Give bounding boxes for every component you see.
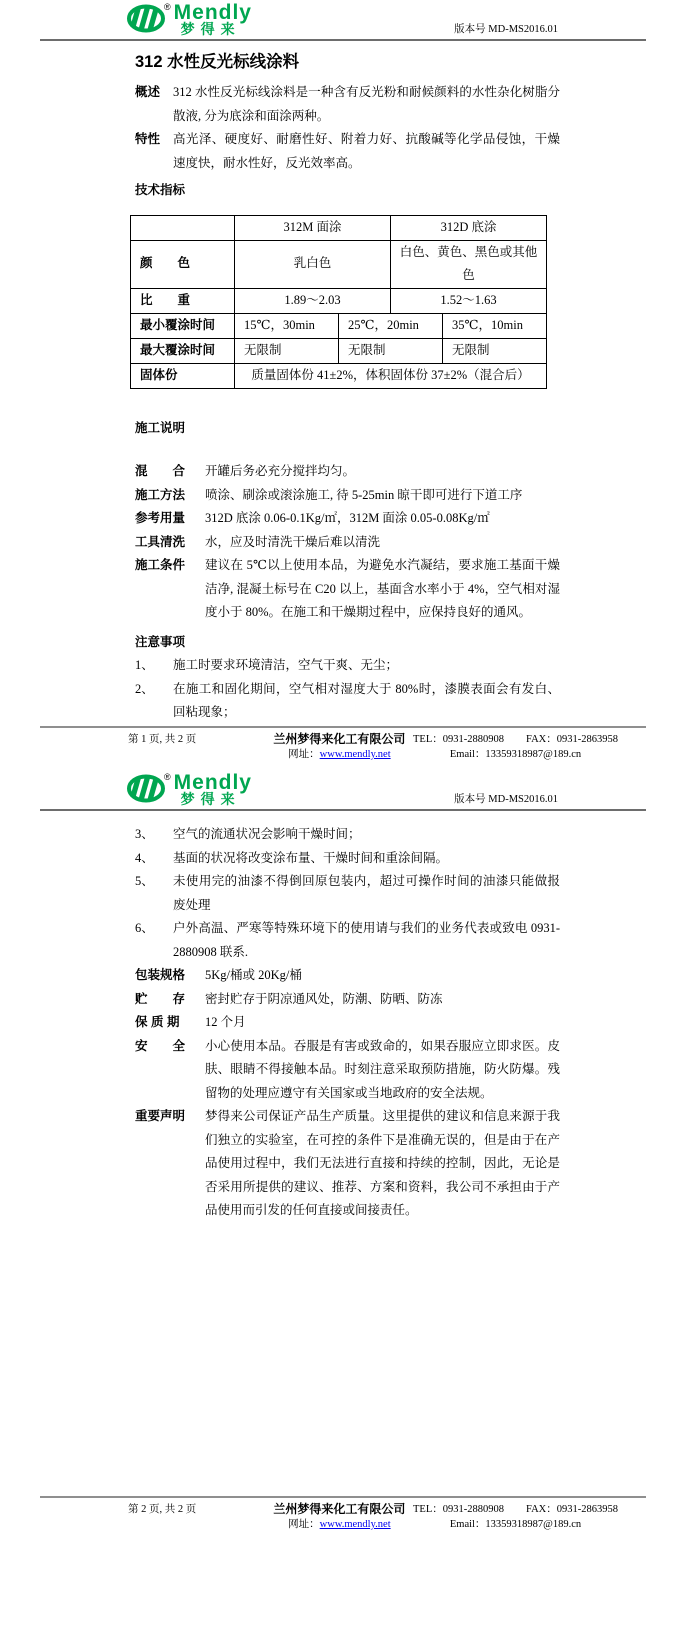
- website-label: 网址：: [288, 749, 320, 760]
- brand-name: Mendly: [173, 771, 252, 794]
- labeled-row: [135, 460, 560, 484]
- notes-list-page2: [135, 823, 560, 964]
- labeled-row: [135, 1105, 560, 1223]
- website-link[interactable]: www.mendly.net: [319, 1519, 391, 1530]
- page-number-label: 第 2 页, 共 2 页: [128, 1504, 197, 1515]
- row-label: 贮 存: [135, 991, 186, 1006]
- page-2-footer: [40, 1496, 646, 1532]
- row-label: 重要声明: [135, 1109, 186, 1123]
- note-item: [135, 847, 560, 871]
- row-text: 建议在 5℃以上使用本品，为避免水汽凝结，要求施工基面干燥洁净, 混凝土标号在 C20 以上，基面含水率小于 4%，空气相对湿度小于 80%。在施工和干燥期过程中，应保持良好的通风。: [205, 558, 560, 619]
- brand-name: Mendly: [173, 1, 252, 24]
- note-number: 3、: [135, 827, 154, 841]
- logo-globe-icon: [125, 3, 169, 34]
- row-text: 高光泽、硬度好、耐磨性好、附着力好、抗酸碱等化学品侵蚀，干燥速度快，耐水性好，反光效率高。: [173, 132, 560, 170]
- version-label: 版本号 MD-MS2016.01: [454, 794, 558, 805]
- fax-label: FAX：0931-2863958: [526, 1504, 618, 1515]
- table-row-min-recoat: 最小覆涂时间 15℃，30min 25℃，20min 35℃，10min: [131, 313, 547, 338]
- row-text: 梦得来公司保证产品生产质量。这里提供的建议和信息来源于我们独立的实验室，在可控的条件下是准确无误的，但是由于在产品使用过程中，我们无法进行直接和持续的控制，因此，无论是否采用所提供的建议、推荐、方案和资料，我公司不承担由于产品使用而引发的任何直接或间接责任。: [205, 1109, 560, 1217]
- row-text: 312D 底涂 0.06-0.1Kg/㎡，312M 面涂 0.05-0.08Kg/㎡: [205, 511, 490, 525]
- table-header-row: [131, 215, 547, 240]
- email-label: Email：13359318987@189.cn: [449, 749, 582, 760]
- labeled-row: [135, 1035, 560, 1106]
- notes-list-page1: [135, 654, 560, 725]
- construction-heading: 施工说明: [135, 420, 186, 435]
- version-label: 版本号 MD-MS2016.01: [454, 24, 558, 35]
- labeled-row: [135, 484, 560, 508]
- page-2-content: [135, 823, 560, 1223]
- tel-label: TEL：0931-2880908: [413, 1504, 505, 1515]
- registered-mark: ®: [164, 2, 171, 12]
- note-text: 未使用完的油漆不得倒回原包装内，超过可操作时间的油漆只能做报废处理: [173, 874, 560, 912]
- row-text: 水，应及时清洗干燥后难以清洗: [205, 534, 381, 549]
- row-label: 特性: [135, 132, 161, 146]
- table-row-solids: 固体份 质量固体份 41±2%，体积固体份 37±2%（混合后）: [131, 363, 547, 388]
- note-text: 空气的流通状况会影响干燥时间；: [173, 827, 361, 841]
- note-text: 施工时要求环境清洁，空气干爽、无尘；: [173, 658, 399, 672]
- website-label: 网址：: [288, 1519, 320, 1530]
- table-row-color: 颜 色 乳白色 白色、黄色、黑色或其他色: [131, 240, 547, 288]
- table-row-max-recoat: 最大覆涂时间 无限制 无限制 无限制: [131, 338, 547, 363]
- note-item: [135, 870, 560, 917]
- row-text: 小心使用本品。吞服是有害或致命的，如果吞服应立即求医。皮肤、眼睛不得接触本品。时刻注意采取预防措施，防火防爆。残留物的处理应遵守有关国家或当地政府的安全法规。: [205, 1038, 560, 1100]
- row-label: 施工条件: [135, 558, 186, 572]
- company-logo: [125, 773, 252, 806]
- row-label: 参考用量: [135, 511, 186, 525]
- note-number: 6、: [135, 921, 154, 935]
- logo-globe-icon: [125, 773, 169, 804]
- row-label: 概述: [135, 85, 161, 99]
- labeled-row: [135, 964, 560, 988]
- page-1-content: [135, 49, 560, 725]
- tech-spec-heading: 技术指标: [135, 183, 186, 197]
- labeled-row: [135, 531, 560, 555]
- page-number-label: 第 1 页, 共 2 页: [128, 734, 197, 745]
- page-1-header: [40, 0, 646, 41]
- page-1-footer: [40, 726, 646, 762]
- website-link[interactable]: www.mendly.net: [319, 749, 391, 760]
- note-item: [135, 917, 560, 964]
- row-label: 工具清洗: [135, 534, 186, 549]
- construction-section: [135, 460, 560, 625]
- brand-name-cn: 梦得来: [180, 791, 241, 807]
- tel-label: TEL：0931-2880908: [413, 734, 505, 745]
- row-label: 包装规格: [135, 968, 186, 982]
- table-row-density: 比 重 1.89～2.03 1.52～1.63: [131, 288, 547, 313]
- company-logo: [125, 3, 252, 36]
- labeled-row: [135, 81, 560, 128]
- email-label: Email：13359318987@189.cn: [449, 1519, 582, 1530]
- row-text: 12 个月: [205, 1015, 246, 1029]
- note-text: 户外高温、严寒等特殊环境下的使用请与我们的业务代表或致电 0931-2880908 联系.: [173, 921, 560, 959]
- note-number: 5、: [135, 874, 154, 888]
- col-header-topcoat: 312M 面涂: [235, 215, 391, 240]
- overview-section: [135, 81, 560, 175]
- note-text: 在施工和固化期间，空气相对湿度大于 80%时，漆膜表面会有发白、回粘现象；: [173, 681, 560, 719]
- note-number: 4、: [135, 850, 154, 865]
- page-1: [0, 0, 687, 770]
- note-item: [135, 823, 560, 847]
- fax-label: FAX：0931-2863958: [526, 734, 618, 745]
- labeled-row: [135, 507, 560, 531]
- brand-name-cn: 梦得来: [180, 21, 241, 37]
- tech-spec-table: [130, 215, 547, 389]
- note-item: [135, 678, 560, 725]
- page-title: 312 水性反光标线涂料: [135, 53, 300, 71]
- spec-section-page2: [135, 964, 560, 1223]
- row-text: 312 水性反光标线涂料是一种含有反光粉和耐候颜料的水性杂化树脂分散液, 分为底涂和面涂两种。: [173, 85, 560, 123]
- labeled-row: [135, 1011, 560, 1035]
- labeled-row: [135, 128, 560, 175]
- registered-mark: ®: [164, 772, 171, 782]
- row-label: 混 合: [135, 464, 186, 478]
- row-text: 密封贮存于阴凉通风处，防潮、防晒、防冻: [205, 991, 443, 1006]
- note-number: 1、: [135, 658, 154, 672]
- note-item: [135, 654, 560, 678]
- labeled-row: [135, 988, 560, 1012]
- company-name: 兰州梦得来化工有限公司: [273, 1502, 406, 1516]
- row-label: 保 质 期: [135, 1015, 180, 1029]
- row-label: 安 全: [135, 1038, 186, 1053]
- table-corner-cell: [131, 215, 235, 240]
- row-text: 喷涂、刷涂或滚涂施工, 待 5-25min 晾干即可进行下道工序: [205, 487, 523, 502]
- row-label: 施工方法: [135, 487, 186, 502]
- note-number: 2、: [135, 681, 154, 696]
- row-text: 5Kg/桶或 20Kg/桶: [205, 968, 302, 982]
- labeled-row: [135, 554, 560, 625]
- notes-heading: 注意事项: [135, 634, 186, 649]
- note-text: 基面的状况将改变涂布量、干燥时间和重涂间隔。: [173, 850, 449, 865]
- page-2-header: [40, 770, 646, 811]
- company-name: 兰州梦得来化工有限公司: [273, 732, 406, 746]
- row-text: 开罐后务必充分搅拌均匀。: [205, 464, 356, 478]
- page-2: [0, 770, 687, 1638]
- col-header-primer: 312D 底涂: [391, 215, 547, 240]
